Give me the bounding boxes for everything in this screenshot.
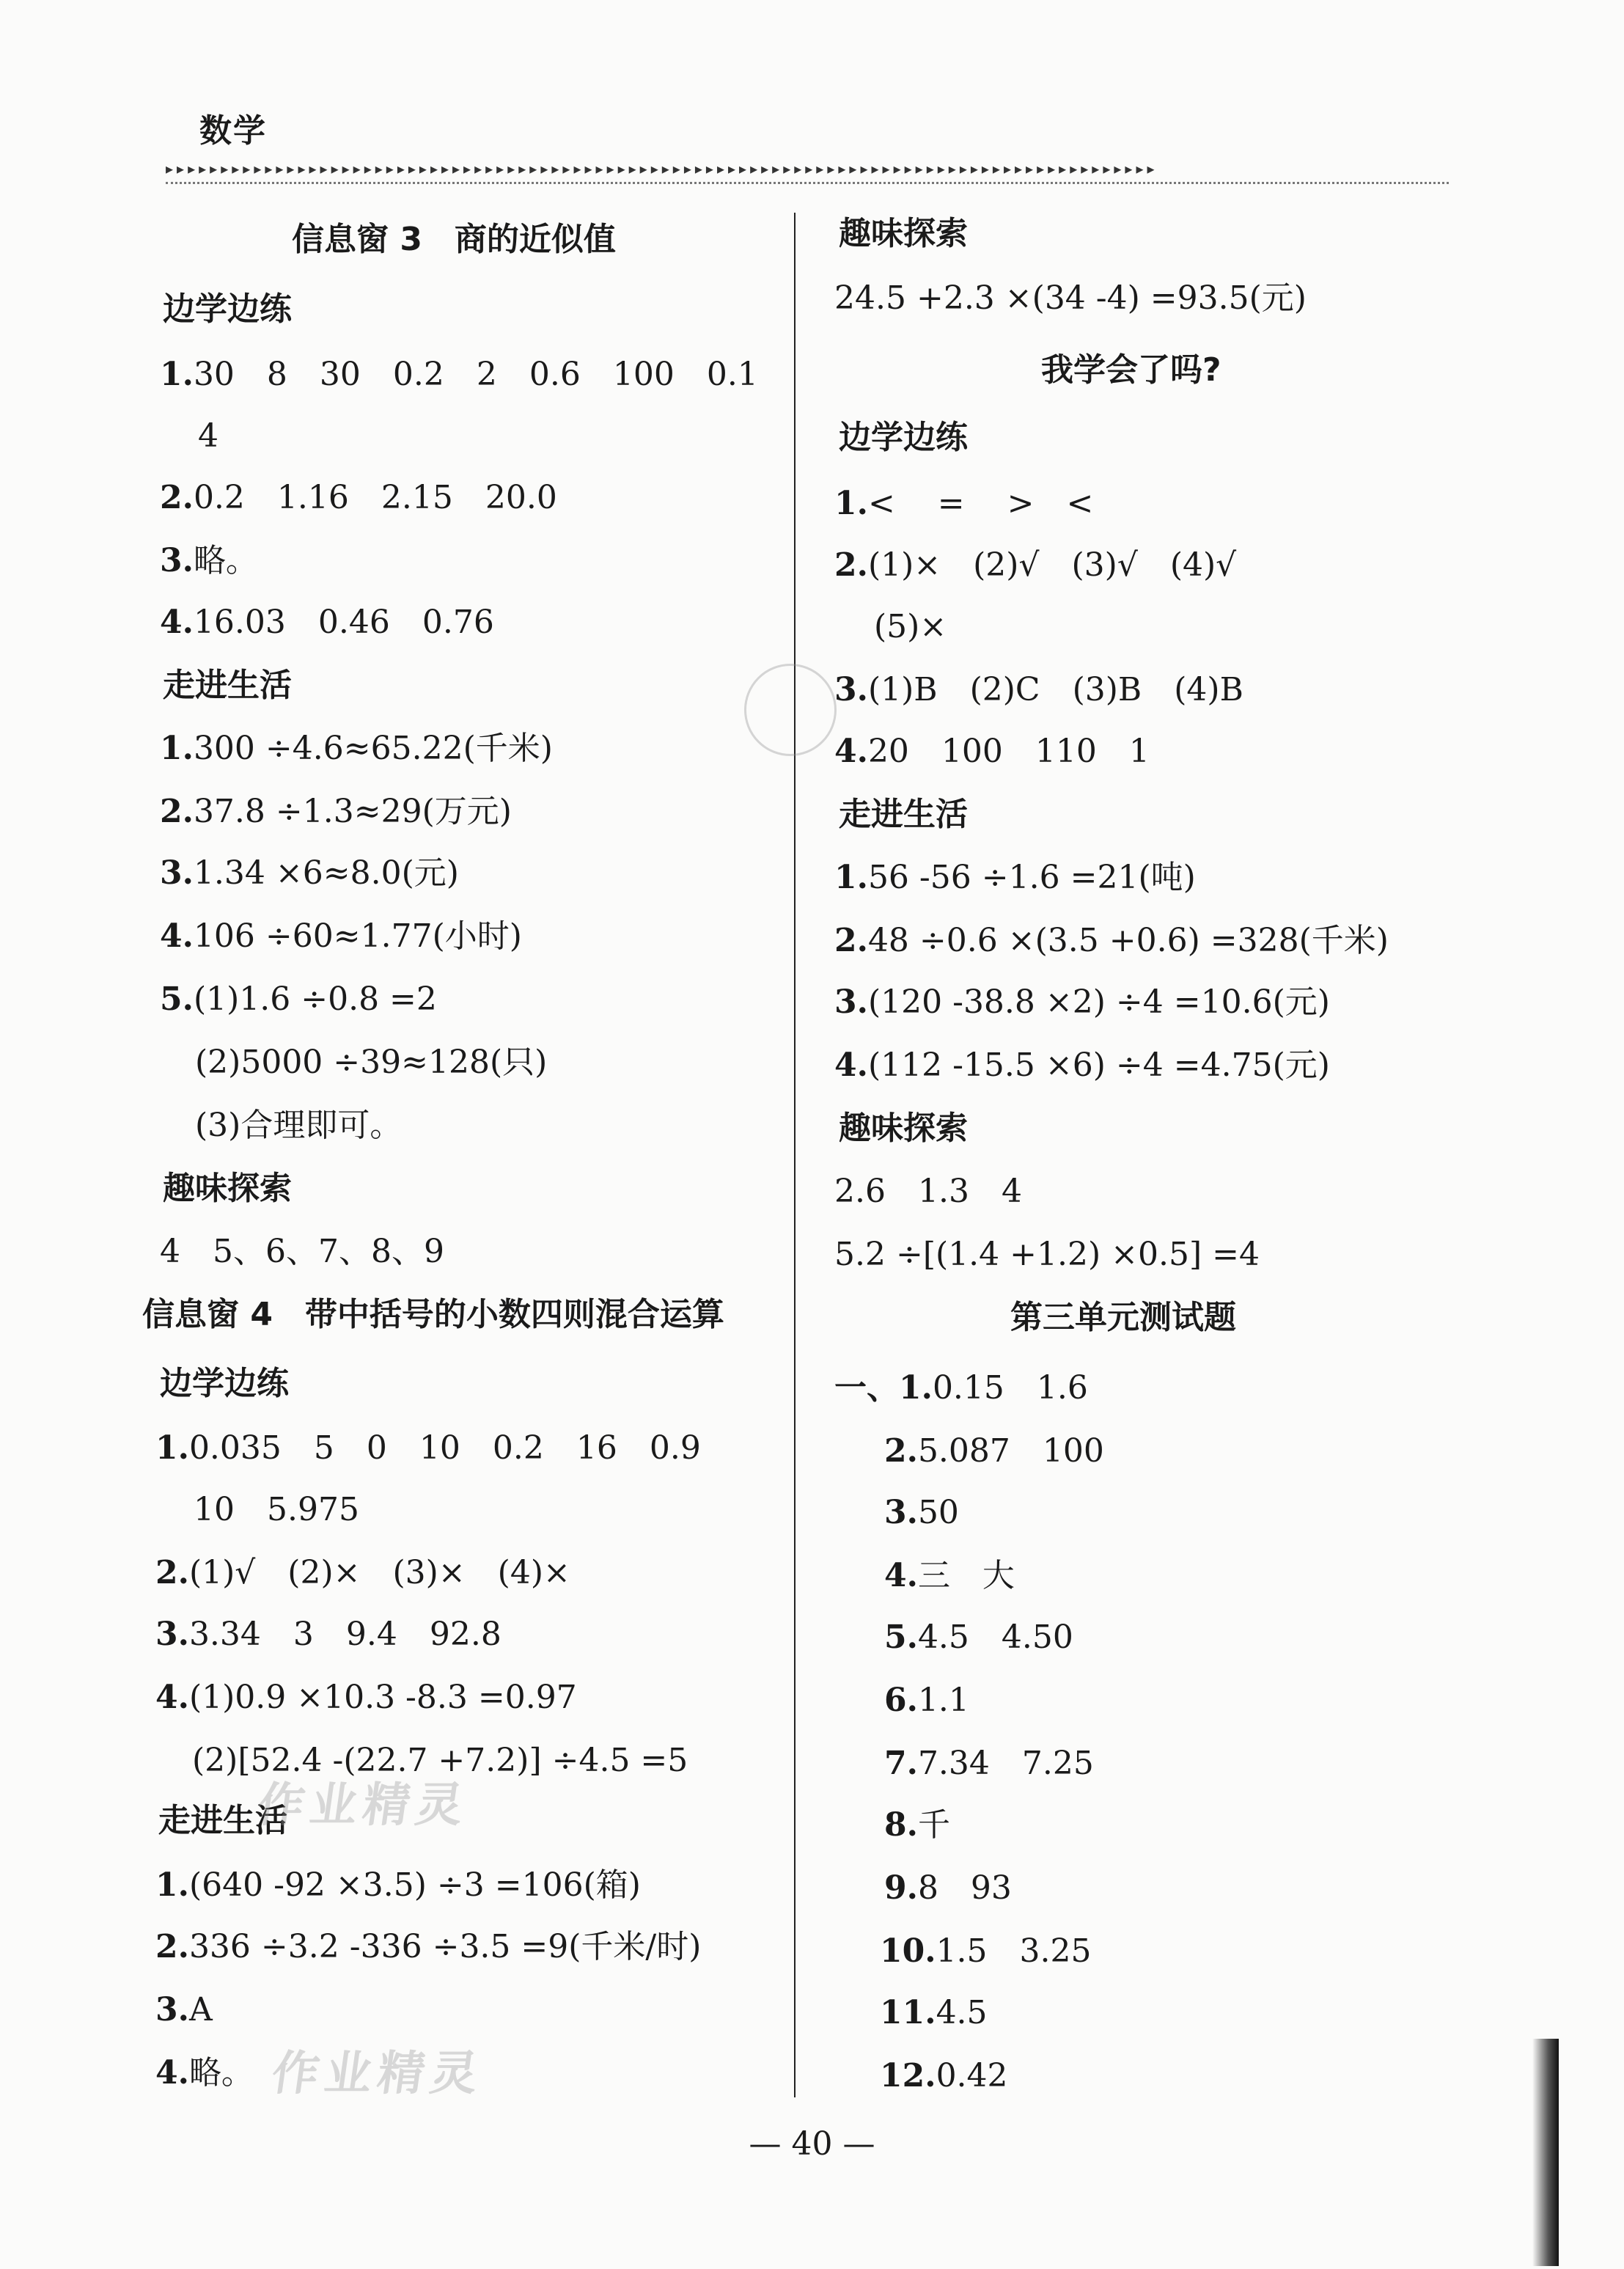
answer-number: 5. (884, 1619, 918, 1656)
answer-continuation: (5)× (874, 608, 947, 645)
answer-number: 4. (155, 2054, 189, 2092)
answer-line (880, 1932, 1092, 1971)
answer-text: 56 -56 ÷1.6 =21(吨) (867, 859, 1196, 896)
answer-line (155, 1678, 577, 1718)
answer-text: 3.34 3 9.4 92.8 (188, 1616, 501, 1653)
answer-number: 1. (834, 485, 868, 522)
answer-text: 37.8 ÷1.3≈29(万元) (193, 793, 512, 830)
answer-number: 9. (884, 1869, 918, 1907)
answer-text: (1)× (2)√ (3)√ (4)√ (867, 546, 1237, 584)
answer-text: 0.42 (936, 2057, 1008, 2094)
answer-text: 略。 (188, 2054, 254, 2092)
section-heading: 走进生活 (839, 796, 968, 833)
answer-number: 2. (834, 922, 868, 959)
answer-text: (1)B (2)C (3)B (4)B (867, 671, 1243, 708)
answer-number: 3. (160, 542, 194, 579)
answer-text: A (188, 1991, 213, 2028)
answer-text: 336 ÷3.2 -336 ÷3.5 =9(千米/时) (188, 1928, 702, 1965)
answer-number: 3. (884, 1494, 918, 1531)
column-divider (794, 213, 796, 2097)
answer-text: 0.2 1.16 2.15 20.0 (193, 479, 557, 516)
answer-number: 5. (160, 980, 194, 1018)
answer-text: 1.1 (917, 1682, 969, 1719)
watermark-text: 作业精灵 (268, 2047, 488, 2101)
section-title: 我学会了吗? (1041, 351, 1221, 389)
answer-continuation: (2)[52.4 -(22.7 +7.2)] ÷4.5 =5 (192, 1742, 688, 1779)
section-title: 第三单元测试题 (1010, 1299, 1236, 1336)
answer-text: 48 ÷0.6 ×(3.5 +0.6) =328(千米) (867, 922, 1389, 959)
answer-number: 8. (884, 1806, 918, 1844)
answer-line (884, 1618, 1073, 1657)
answer-number: 3. (155, 1991, 189, 2028)
answer-continuation: (2)5000 ÷39≈128(只) (195, 1044, 548, 1081)
answer-line (884, 1556, 1015, 1596)
section-heading: 边学边练 (839, 419, 968, 456)
answer-number: 1. (160, 356, 194, 393)
answer-line (160, 854, 459, 893)
answer-line (155, 1429, 701, 1468)
answer-number: 11. (880, 1994, 936, 2031)
answer-line: 4 5、6、7、8、9 (160, 1233, 444, 1270)
section-heading: 趣味探索 (839, 215, 968, 252)
answer-number: 10. (880, 1932, 936, 1970)
answer-text: 千 (917, 1806, 950, 1844)
answer-line (160, 980, 437, 1019)
section-heading: 趣味探索 (839, 1110, 968, 1147)
section-heading: 边学边练 (163, 290, 292, 328)
answer-line: 5.2 ÷[(1.4 +1.2) ×0.5] =4 (834, 1236, 1260, 1273)
answer-text: (1)0.9 ×10.3 -8.3 =0.97 (188, 1679, 577, 1716)
section-title: 信息窗 3 商的近似值 (292, 221, 616, 258)
answer-line (884, 1869, 1012, 1908)
answer-line (834, 1046, 1330, 1085)
answer-line (880, 2056, 1008, 2096)
page-number: — 40 — (749, 2125, 875, 2163)
answer-line (155, 1927, 701, 1967)
answer-continuation: 4 (198, 417, 218, 455)
answer-line (160, 355, 758, 395)
section-title: 信息窗 4 带中括号的小数四则混合运算 (142, 1296, 724, 1333)
answer-text: (640 -92 ×3.5) ÷3 =106(箱) (188, 1866, 641, 1904)
answer-text: (1)√ (2)× (3)× (4)× (188, 1554, 570, 1591)
answer-number: 6. (884, 1682, 918, 1719)
answer-number: 1. (155, 1866, 189, 1904)
answer-number: 4. (834, 733, 868, 770)
faint-stamp-mark (744, 664, 837, 756)
answer-line (884, 1681, 969, 1720)
subject-title: 数学 (199, 112, 267, 150)
scan-edge-shadow (1532, 2039, 1559, 2266)
answer-text: (1)1.6 ÷0.8 =2 (193, 980, 437, 1018)
answer-line (834, 858, 1196, 898)
answer-line (884, 1744, 1094, 1784)
answer-number: 4. (834, 1046, 868, 1084)
answer-line (160, 792, 512, 832)
answer-line (834, 732, 1150, 771)
answer-line (834, 546, 1236, 585)
answer-number: 3. (834, 671, 868, 708)
answer-line (884, 1806, 950, 1845)
answer-line (155, 1615, 501, 1654)
header-arrow-rule: ▸▸▸▸▸▸▸▸▸▸▸▸▸▸▸▸▸▸▸▸▸▸▸▸▸▸▸▸▸▸▸▸▸▸▸▸▸▸▸▸▸▸▸▸▸▸▸▸▸▸▸▸▸▸▸▸▸▸▸▸▸▸▸▸▸▸▸▸▸▸▸▸▸▸▸▸▸▸▸▸▸▸▸▸▸▸▸▸▸▸ (166, 160, 1158, 177)
answer-text: 20 100 110 1 (867, 733, 1150, 770)
answer-text: 106 ÷60≈1.77(小时) (193, 917, 522, 955)
section-heading: 走进生活 (158, 1802, 287, 1839)
answer-line (155, 1866, 641, 1905)
answer-number: 7. (884, 1745, 918, 1782)
answer-number: 3. (155, 1616, 189, 1653)
answer-number: 1. (834, 859, 868, 896)
answer-continuation: (3)合理即可。 (195, 1107, 403, 1144)
answer-number: 2. (155, 1928, 189, 1965)
answer-prefix: 一、 (834, 1369, 899, 1407)
section-heading: 趣味探索 (163, 1170, 292, 1207)
answer-text: 16.03 0.46 0.76 (193, 604, 494, 641)
answer-text: 略。 (193, 542, 258, 579)
answer-line (160, 603, 494, 642)
answer-line (160, 729, 553, 769)
section-heading: 走进生活 (163, 667, 292, 704)
answer-text: (120 -38.8 ×2) ÷4 =10.6(元) (867, 983, 1330, 1021)
answer-number: 2. (160, 479, 194, 516)
watermark-text: 作业精灵 (253, 1778, 473, 1833)
answer-number: 4. (155, 1679, 189, 1716)
answer-line (834, 484, 1093, 524)
answer-line (834, 670, 1243, 710)
answer-number: 4. (160, 604, 194, 641)
answer-line (160, 478, 557, 518)
answer-line: 24.5 +2.3 ×(34 -4) =93.5(元) (834, 279, 1307, 317)
answer-continuation: 10 5.975 (194, 1491, 359, 1528)
answer-line (834, 1368, 1088, 1408)
answer-number: 2. (160, 793, 194, 830)
answer-line (155, 2053, 254, 2093)
answer-number: 2. (884, 1432, 918, 1470)
answer-number: 2. (155, 1554, 189, 1591)
answer-line (160, 541, 258, 581)
answer-number: 4. (160, 917, 194, 955)
answer-number: 2. (834, 546, 868, 584)
section-heading: 边学边练 (160, 1365, 289, 1402)
answer-line (880, 1993, 988, 2033)
answer-text: 7.34 7.25 (917, 1745, 1094, 1782)
answer-text: 0.15 1.6 (932, 1369, 1088, 1407)
answer-text: 三 大 (917, 1557, 1015, 1594)
answer-text: 1.5 3.25 (936, 1932, 1092, 1970)
answer-line (155, 1553, 570, 1593)
answer-number: 4. (884, 1557, 918, 1594)
answer-line (834, 921, 1389, 961)
answer-text: 1.34 ×6≈8.0(元) (193, 854, 459, 892)
answer-text: 4.5 4.50 (917, 1619, 1073, 1656)
answer-text: 8 93 (917, 1869, 1012, 1907)
answer-text: 4.5 (936, 1994, 988, 2031)
answer-number: 1. (899, 1369, 933, 1407)
answer-line (155, 1990, 213, 2030)
answer-number: 3. (160, 854, 194, 892)
answer-line: 2.6 1.3 4 (834, 1173, 1022, 1210)
answer-text: 0.035 5 0 10 0.2 16 0.9 (188, 1429, 701, 1467)
answer-number: 3. (834, 983, 868, 1021)
answer-text: 30 8 30 0.2 2 0.6 100 0.1 (193, 356, 758, 393)
answer-line (884, 1493, 959, 1533)
header-dotted-rule (166, 182, 1449, 184)
answer-number: 12. (880, 2057, 936, 2094)
answer-text: 5.087 100 (917, 1432, 1104, 1470)
answer-text: 300 ÷4.6≈65.22(千米) (193, 730, 553, 767)
answer-line (160, 917, 522, 956)
answer-text: (112 -15.5 ×6) ÷4 =4.75(元) (867, 1046, 1330, 1084)
answer-line (884, 1432, 1104, 1471)
answer-text: 50 (917, 1494, 959, 1531)
answer-text: < = > < (867, 485, 1094, 522)
answer-line (834, 983, 1330, 1022)
answer-number: 1. (155, 1429, 189, 1467)
answer-number: 1. (160, 730, 194, 767)
